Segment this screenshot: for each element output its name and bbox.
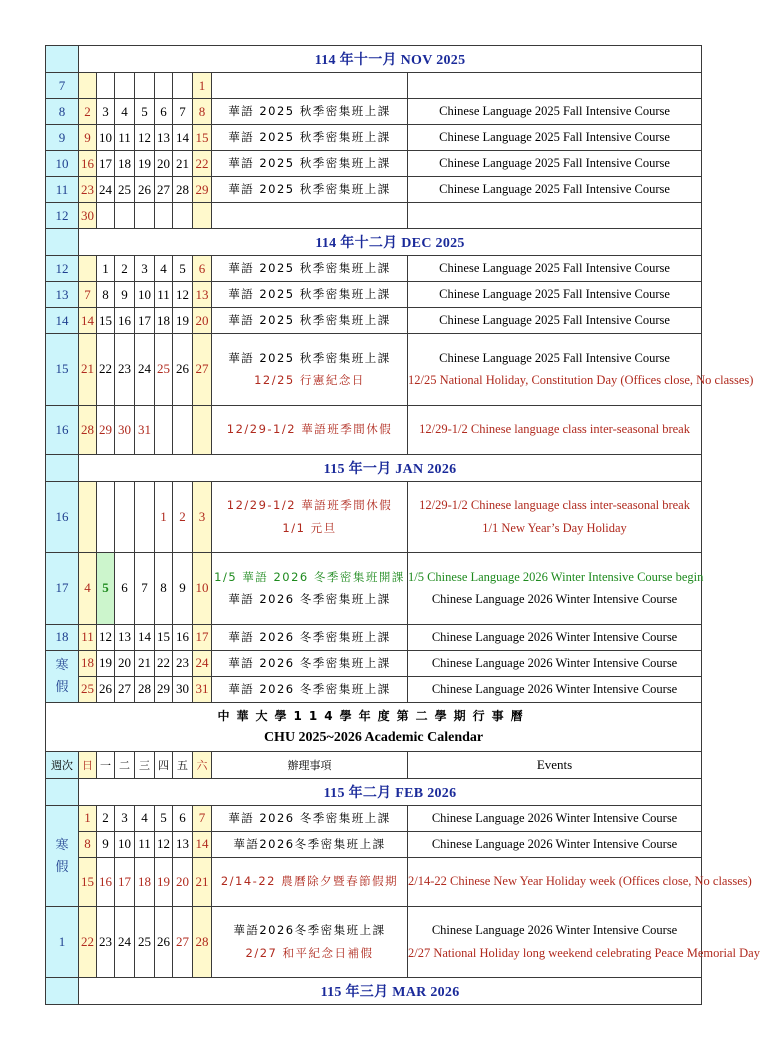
en-events-cell [408,405,702,454]
en-events-cell [408,177,702,203]
day-cell: 3 [97,99,115,125]
en-event-line: Chinese Language 2026 Winter Intensive Course [431,836,678,851]
zh-event-line: 華語 2026 冬季密集班上課 [228,810,391,825]
en-events-cell [408,857,752,906]
day-cell: 27 [115,676,135,702]
week-number: 7 [46,73,79,99]
day-cell: 29 [97,405,115,454]
week-number: 寒 假 [46,805,79,906]
en-event-line: Chinese Language 2025 Fall Intensive Course [439,350,670,365]
day-cell: 23 [115,334,135,406]
day-cell: 6 [193,256,212,282]
en-events-cell [408,308,702,334]
month-header-row [46,229,702,256]
header-en-events: Events [408,751,702,778]
week-cell-empty [46,978,79,1005]
zh-event-line: 華語2026冬季密集班上課 [233,923,386,938]
zh-events-cell [212,906,408,978]
day-cell: 21 [135,650,155,676]
day-cell: 16 [115,308,135,334]
en-events-cell [408,334,754,406]
day-cell [193,405,212,454]
week-row [46,177,702,203]
week-number: 14 [46,308,79,334]
day-cell: 7 [79,282,97,308]
header-day-fri: 五 [173,751,193,778]
week-number: 寒 假 [46,650,79,702]
week-row [46,650,702,676]
zh-events-cell [212,308,408,334]
day-cell [173,405,193,454]
day-cell [115,203,135,229]
en-events-cell [408,125,702,151]
day-cell: 23 [79,177,97,203]
day-cell: 13 [115,624,135,650]
zh-event-line: 華語 2025 秋季密集班上課 [228,104,391,119]
day-cell: 3 [135,256,155,282]
en-event-line: Chinese Language 2025 Fall Intensive Course [439,313,670,328]
en-events-cell [408,650,702,676]
day-cell: 14 [135,624,155,650]
day-cell: 16 [173,624,193,650]
zh-events-cell [212,481,408,553]
day-cell [79,256,97,282]
zh-events-cell [212,805,408,831]
day-cell: 12 [135,125,155,151]
calendar-title-section [46,702,702,778]
day-cell: 7 [193,805,212,831]
week-number: 11 [46,177,79,203]
en-events-cell [408,282,702,308]
week-number: 17 [46,553,79,625]
day-cell: 5 [97,553,115,625]
day-cell: 10 [193,553,212,625]
en-event-line: Chinese Language 2026 Winter Intensive Course [431,592,678,607]
zh-events-cell [212,256,408,282]
day-cell: 15 [97,308,115,334]
day-cell: 31 [135,405,155,454]
week-number: 8 [46,99,79,125]
day-cell: 7 [173,99,193,125]
day-cell [173,73,193,99]
zh-events-cell [212,831,408,857]
week-row [46,125,702,151]
day-cell: 3 [115,805,135,831]
en-events-cell [408,906,760,978]
week-number: 15 [46,334,79,406]
zh-event-line: 12/29-1/2 華語班季間休假 [226,498,393,513]
week-row [46,831,702,857]
calendar-title-zh: 中華大學114學年度第二學期行事曆 [217,708,530,723]
en-event-line: Chinese Language 2025 Fall Intensive Course [439,261,670,276]
week-row [46,405,702,454]
day-cell: 24 [135,334,155,406]
day-cell: 28 [79,405,97,454]
day-cell: 15 [193,125,212,151]
day-cell: 11 [155,282,173,308]
week-number: 16 [46,405,79,454]
day-cell: 11 [135,831,155,857]
day-cell: 1 [155,481,173,553]
day-cell: 14 [173,125,193,151]
day-cell: 22 [155,650,173,676]
academic-calendar-table [45,45,760,1005]
day-cell: 26 [135,177,155,203]
day-cell: 8 [193,99,212,125]
header-day-sat: 六 [193,751,212,778]
day-cell: 4 [79,553,97,625]
day-cell: 17 [97,151,115,177]
en-event-line: Chinese Language 2025 Fall Intensive Course [439,104,670,119]
day-cell: 8 [79,831,97,857]
en-events-cell [408,151,702,177]
week-row [46,73,702,99]
day-cell: 25 [155,334,173,406]
day-cell: 9 [79,125,97,151]
day-cell [155,73,173,99]
day-cell: 4 [135,805,155,831]
week-number: 12 [46,256,79,282]
week-cell-empty [46,778,79,805]
day-cell: 3 [193,481,212,553]
en-events-cell [408,676,702,702]
zh-event-line: 華語 2026 冬季密集班上課 [228,629,391,644]
en-events-cell [408,831,702,857]
day-cell: 23 [173,650,193,676]
header-day-thu: 四 [155,751,173,778]
en-event-line: Chinese Language 2026 Winter Intensive Course [431,681,678,696]
day-cell: 14 [193,831,212,857]
day-cell: 27 [193,334,212,406]
day-cell: 16 [97,857,115,906]
month-label: 114 年十二月 DEC 2025 [79,229,702,256]
day-cell: 30 [115,405,135,454]
day-cell: 23 [97,906,115,978]
zh-event-line: 1/5 華語 2026 冬季密集班開課 [214,569,405,584]
week-row [46,308,702,334]
day-cell: 15 [155,624,173,650]
en-event-line: 2/14-22 Chinese New Year Holiday week (Offices close, No classes) [408,874,752,889]
day-cell: 19 [173,308,193,334]
zh-event-line: 華語 2025 秋季密集班上課 [228,350,391,365]
day-cell: 27 [173,906,193,978]
day-cell: 10 [97,125,115,151]
zh-events-cell [212,624,408,650]
week-number: 10 [46,151,79,177]
day-cell: 15 [79,857,97,906]
week-row [46,676,702,702]
day-cell: 4 [155,256,173,282]
day-cell: 1 [193,73,212,99]
zh-events-cell [212,151,408,177]
zh-event-line: 華語2026冬季密集班上課 [233,836,386,851]
day-cell: 1 [79,805,97,831]
day-cell: 25 [115,177,135,203]
week-cell-empty [46,46,79,73]
week-row [46,151,702,177]
en-event-line: 1/5 Chinese Language 2026 Winter Intensive Course begin [408,569,704,584]
day-cell: 9 [97,831,115,857]
zh-events-cell [212,282,408,308]
zh-events-cell [212,676,408,702]
day-cell: 20 [115,650,135,676]
calendar-title [46,702,702,751]
week-number: 18 [46,624,79,650]
header-zh-events: 辦理事項 [212,751,408,778]
day-cell: 6 [115,553,135,625]
day-cell: 4 [115,99,135,125]
day-cell: 18 [115,151,135,177]
week-row [46,624,702,650]
en-event-line: Chinese Language 2025 Fall Intensive Course [439,287,670,302]
day-cell: 17 [193,624,212,650]
en-events-cell [408,624,702,650]
week-row [46,203,702,229]
week-number: 13 [46,282,79,308]
en-events-cell [408,256,702,282]
day-cell [135,203,155,229]
day-cell: 24 [115,906,135,978]
day-cell: 28 [173,177,193,203]
zh-event-line: 華語 2025 秋季密集班上課 [228,182,391,197]
day-cell: 17 [115,857,135,906]
en-event-line: 12/29-1/2 Chinese language class inter-seasonal break [419,498,690,513]
header-week: 週次 [46,751,79,778]
day-cell [79,481,97,553]
en-event-line: Chinese Language 2025 Fall Intensive Course [439,130,670,145]
zh-event-line: 華語 2026 冬季密集班上課 [228,681,391,696]
day-cell: 5 [173,256,193,282]
day-cell: 28 [193,906,212,978]
en-event-line: Chinese Language 2026 Winter Intensive Course [431,923,678,938]
day-cell: 5 [135,99,155,125]
zh-event-line: 華語 2026 冬季密集班上課 [228,655,391,670]
en-event-line: Chinese Language 2025 Fall Intensive Course [439,156,670,171]
header-day-wed: 三 [135,751,155,778]
header-day-tue: 二 [115,751,135,778]
zh-events-cell [212,177,408,203]
zh-event-line: 華語 2026 冬季密集班上課 [228,592,391,607]
week-number: 16 [46,481,79,553]
day-cell: 26 [155,906,173,978]
day-cell: 18 [155,308,173,334]
day-cell [193,203,212,229]
day-cell: 6 [155,99,173,125]
day-cell [97,203,115,229]
day-cell: 22 [193,151,212,177]
day-cell: 12 [173,282,193,308]
week-number: 9 [46,125,79,151]
day-cell: 18 [135,857,155,906]
week-row [46,282,702,308]
day-cell: 12 [97,624,115,650]
day-cell: 6 [173,805,193,831]
month-header-row [46,46,702,73]
header-day-mon: 一 [97,751,115,778]
zh-events-cell [212,203,408,229]
month-header-row [46,454,702,481]
day-cell: 13 [155,125,173,151]
day-cell: 2 [115,256,135,282]
zh-events-cell [212,99,408,125]
en-event-line: Chinese Language 2026 Winter Intensive Course [431,629,678,644]
en-events-cell [408,805,702,831]
day-cell [79,73,97,99]
month-label: 115 年三月 MAR 2026 [79,978,702,1005]
zh-event-line: 華語 2025 秋季密集班上課 [228,130,391,145]
day-cell: 29 [193,177,212,203]
en-event-line: 12/25 National Holiday, Constitution Day (Offices close, No classes) [408,373,754,388]
week-number: 12 [46,203,79,229]
day-cell: 9 [173,553,193,625]
week-number: 1 [46,906,79,978]
month-header-row [46,978,702,1005]
day-cell [97,73,115,99]
en-events-cell [408,99,702,125]
calendar-part-second-semester [46,778,760,1005]
day-cell: 10 [115,831,135,857]
en-events-cell [408,481,702,553]
zh-event-line: 2/14-22 農曆除夕暨春節假期 [220,874,399,889]
en-events-cell [408,553,702,625]
week-row [46,906,702,978]
zh-events-cell [212,553,408,625]
day-cell: 5 [155,805,173,831]
en-event-line: Chinese Language 2026 Winter Intensive Course [431,810,678,825]
zh-event-line: 12/29-1/2 華語班季間休假 [226,422,393,437]
column-header-row [46,751,702,778]
day-cell [155,203,173,229]
day-cell: 27 [155,177,173,203]
zh-events-cell [212,405,408,454]
day-cell: 30 [173,676,193,702]
day-cell: 26 [97,676,115,702]
en-event-line: 1/1 New Year’s Day Holiday [482,520,627,535]
day-cell [115,73,135,99]
day-cell: 20 [193,308,212,334]
header-day-sun: 日 [79,751,97,778]
zh-events-cell [212,857,408,906]
day-cell: 21 [79,334,97,406]
week-row [46,334,702,406]
day-cell: 8 [155,553,173,625]
week-cell-empty [46,454,79,481]
month-label: 114 年十一月 NOV 2025 [79,46,702,73]
week-row [46,256,702,282]
day-cell [135,481,155,553]
day-cell: 19 [135,151,155,177]
day-cell: 28 [135,676,155,702]
en-event-line: 12/29-1/2 Chinese language class inter-seasonal break [419,422,690,437]
month-label: 115 年一月 JAN 2026 [79,454,702,481]
calendar-part-first-semester [46,46,754,703]
week-row [46,805,702,831]
day-cell [135,73,155,99]
week-row [46,553,702,625]
day-cell: 24 [193,650,212,676]
day-cell: 25 [135,906,155,978]
zh-event-line: 華語 2025 秋季密集班上課 [228,287,391,302]
week-row [46,99,702,125]
en-events-cell [408,203,702,229]
zh-event-line: 華語 2025 秋季密集班上課 [228,261,391,276]
zh-events-cell [212,73,408,99]
day-cell: 30 [79,203,97,229]
day-cell [115,481,135,553]
month-label: 115 年二月 FEB 2026 [79,778,702,805]
day-cell: 12 [155,831,173,857]
day-cell: 20 [173,857,193,906]
day-cell: 26 [173,334,193,406]
day-cell: 1 [97,256,115,282]
day-cell: 31 [193,676,212,702]
day-cell: 11 [115,125,135,151]
day-cell [97,481,115,553]
day-cell: 8 [97,282,115,308]
calendar-title-en: CHU 2025~2026 Academic Calendar [263,729,484,745]
zh-event-line: 華語 2025 秋季密集班上課 [228,156,391,171]
day-cell: 22 [79,906,97,978]
day-cell: 16 [79,151,97,177]
en-events-cell [408,73,702,99]
day-cell: 2 [79,99,97,125]
zh-events-cell [212,650,408,676]
day-cell: 14 [79,308,97,334]
day-cell: 19 [155,857,173,906]
day-cell: 9 [115,282,135,308]
en-event-line: Chinese Language 2026 Winter Intensive Course [431,655,678,670]
month-header-row [46,778,702,805]
day-cell: 19 [97,650,115,676]
day-cell: 18 [79,650,97,676]
en-event-line: 2/27 National Holiday long weekend celebrating Peace Memorial Day [408,945,760,960]
day-cell: 25 [79,676,97,702]
day-cell: 21 [193,857,212,906]
day-cell: 13 [173,831,193,857]
week-row [46,857,702,906]
zh-event-line: 1/1 元旦 [282,520,337,535]
day-cell [155,405,173,454]
week-cell-empty [46,229,79,256]
zh-event-line: 華語 2025 秋季密集班上課 [228,313,391,328]
day-cell: 7 [135,553,155,625]
day-cell: 11 [79,624,97,650]
zh-event-line: 2/27 和平紀念日補假 [245,945,374,960]
day-cell: 21 [173,151,193,177]
day-cell: 2 [173,481,193,553]
zh-events-cell [212,334,408,406]
day-cell: 17 [135,308,155,334]
zh-events-cell [212,125,408,151]
day-cell: 29 [155,676,173,702]
day-cell: 22 [97,334,115,406]
day-cell [173,203,193,229]
day-cell: 13 [193,282,212,308]
day-cell: 20 [155,151,173,177]
day-cell: 2 [97,805,115,831]
day-cell: 10 [135,282,155,308]
day-cell: 24 [97,177,115,203]
en-event-line: Chinese Language 2025 Fall Intensive Course [439,182,670,197]
week-row [46,481,702,553]
zh-event-line: 12/25 行憲紀念日 [254,373,365,388]
